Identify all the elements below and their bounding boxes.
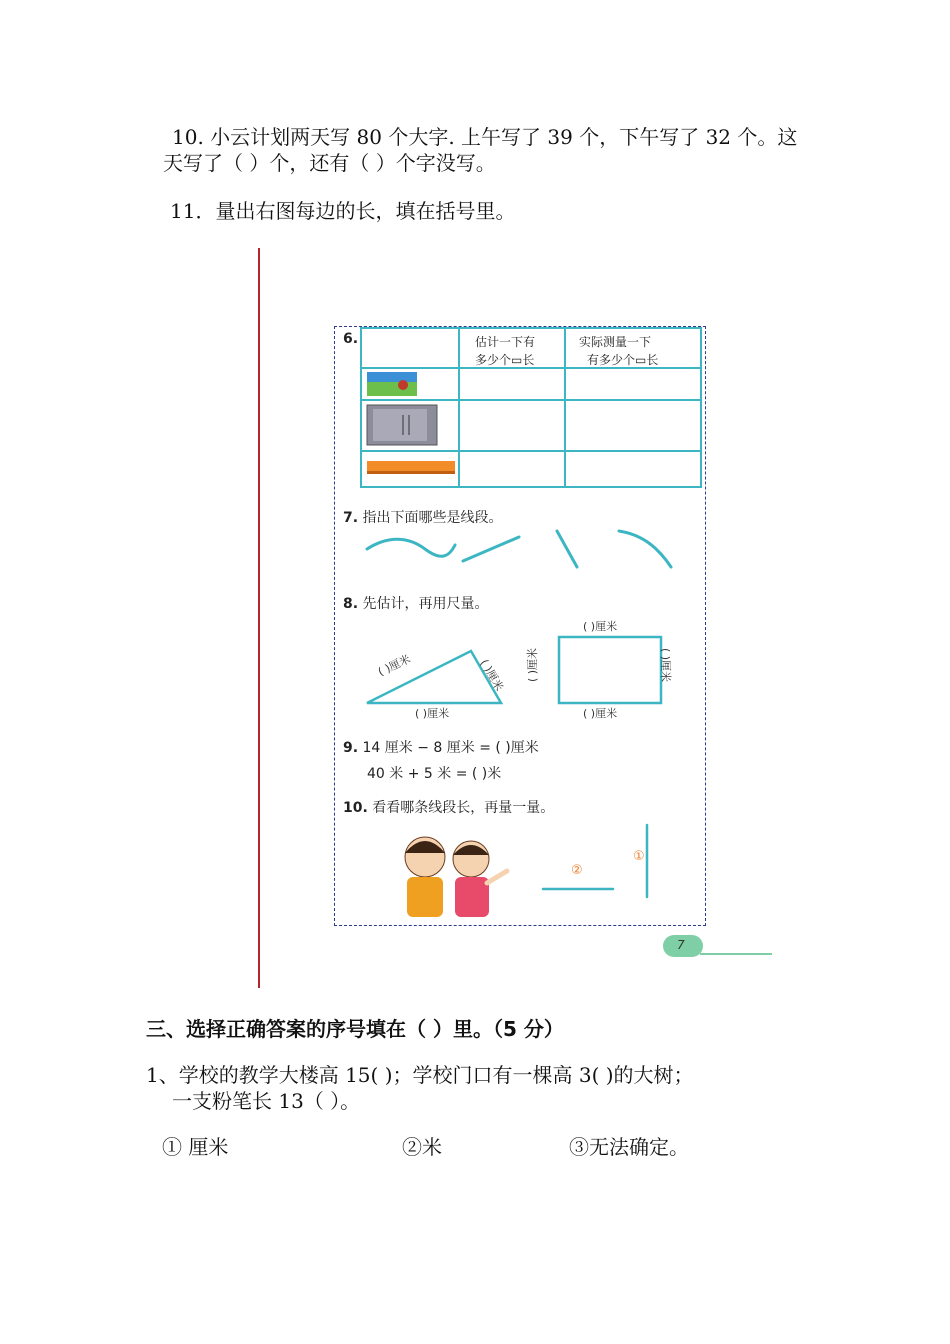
table-header-measure-2: 有多少个▭长 (587, 353, 659, 367)
problem-9-line2: 40 米 + 5 米 = ( )米 (367, 766, 502, 782)
rect-top-label: ( )厘米 (583, 620, 618, 633)
rect-bottom-label: ( )厘米 (583, 707, 618, 720)
rect-left-label: ( )厘米 (526, 647, 540, 683)
question-10-line1: 10. 小云计划两天写 80 个大字. 上午写了 39 个，下午写了 32 个。这 (172, 125, 798, 149)
page-badge-line (700, 953, 772, 955)
rect-right-label: ( )厘米 (659, 647, 673, 683)
problem-7: 7. 指出下面哪些是线段。 (343, 510, 503, 526)
table-header-measure-1: 实际测量一下 (579, 335, 652, 349)
book-icon (367, 405, 437, 445)
line-shapes (359, 523, 689, 583)
segment-line (463, 537, 519, 561)
curve-line-1 (367, 539, 455, 556)
segment-line-2 (557, 531, 577, 567)
compare-segments (535, 817, 695, 917)
triangle-left-label: ( )厘米 (376, 652, 413, 679)
problem-9-line1: 9. 14 厘米 − 8 厘米 = ( )厘米 (343, 740, 539, 756)
section-3-q1-line2: 一支粉笔长 13（ ）。 (172, 1089, 361, 1113)
triangle-right-label: ( )厘米 (477, 657, 506, 694)
segment-2-label: ② (571, 863, 583, 878)
option-1: ① 厘米 (162, 1135, 229, 1159)
section-3-q1-line1: 1、学校的教学大楼高 15( )；学校门口有一棵高 3( )的大树； (146, 1063, 694, 1087)
section-3-title: 三、选择正确答案的序号填在（ ）里。（5 分） (146, 1017, 564, 1041)
question-11: 11．量出右图每边的长，填在括号里。 (170, 199, 516, 223)
option-2: ②米 (402, 1135, 442, 1159)
problem-6-number: 6. (343, 331, 359, 347)
problem-8: 8. 先估计，再用尺量。 (343, 596, 489, 612)
curve-line-2 (619, 531, 671, 567)
textbook-panel (334, 326, 706, 926)
ruler-icon (367, 461, 455, 474)
page-number-badge: 7 (663, 935, 703, 957)
table-header-estimate-2: 多少个▭长 (475, 353, 535, 367)
landscape-picture-icon (367, 372, 417, 396)
rectangle (559, 637, 661, 703)
table-header-estimate-1: 估计一下有 (475, 335, 536, 349)
segment-1-label: ① (633, 849, 645, 864)
question-10-line2: 天写了（ ）个，还有（ ）个字没写。 (163, 151, 496, 175)
margin-rule (258, 248, 260, 988)
problem-10: 10. 看看哪条线段长，再量一量。 (343, 800, 555, 816)
children-illustration (381, 823, 511, 923)
option-3: ③无法确定。 (569, 1135, 689, 1159)
triangle-bottom-label: ( )厘米 (415, 707, 450, 720)
